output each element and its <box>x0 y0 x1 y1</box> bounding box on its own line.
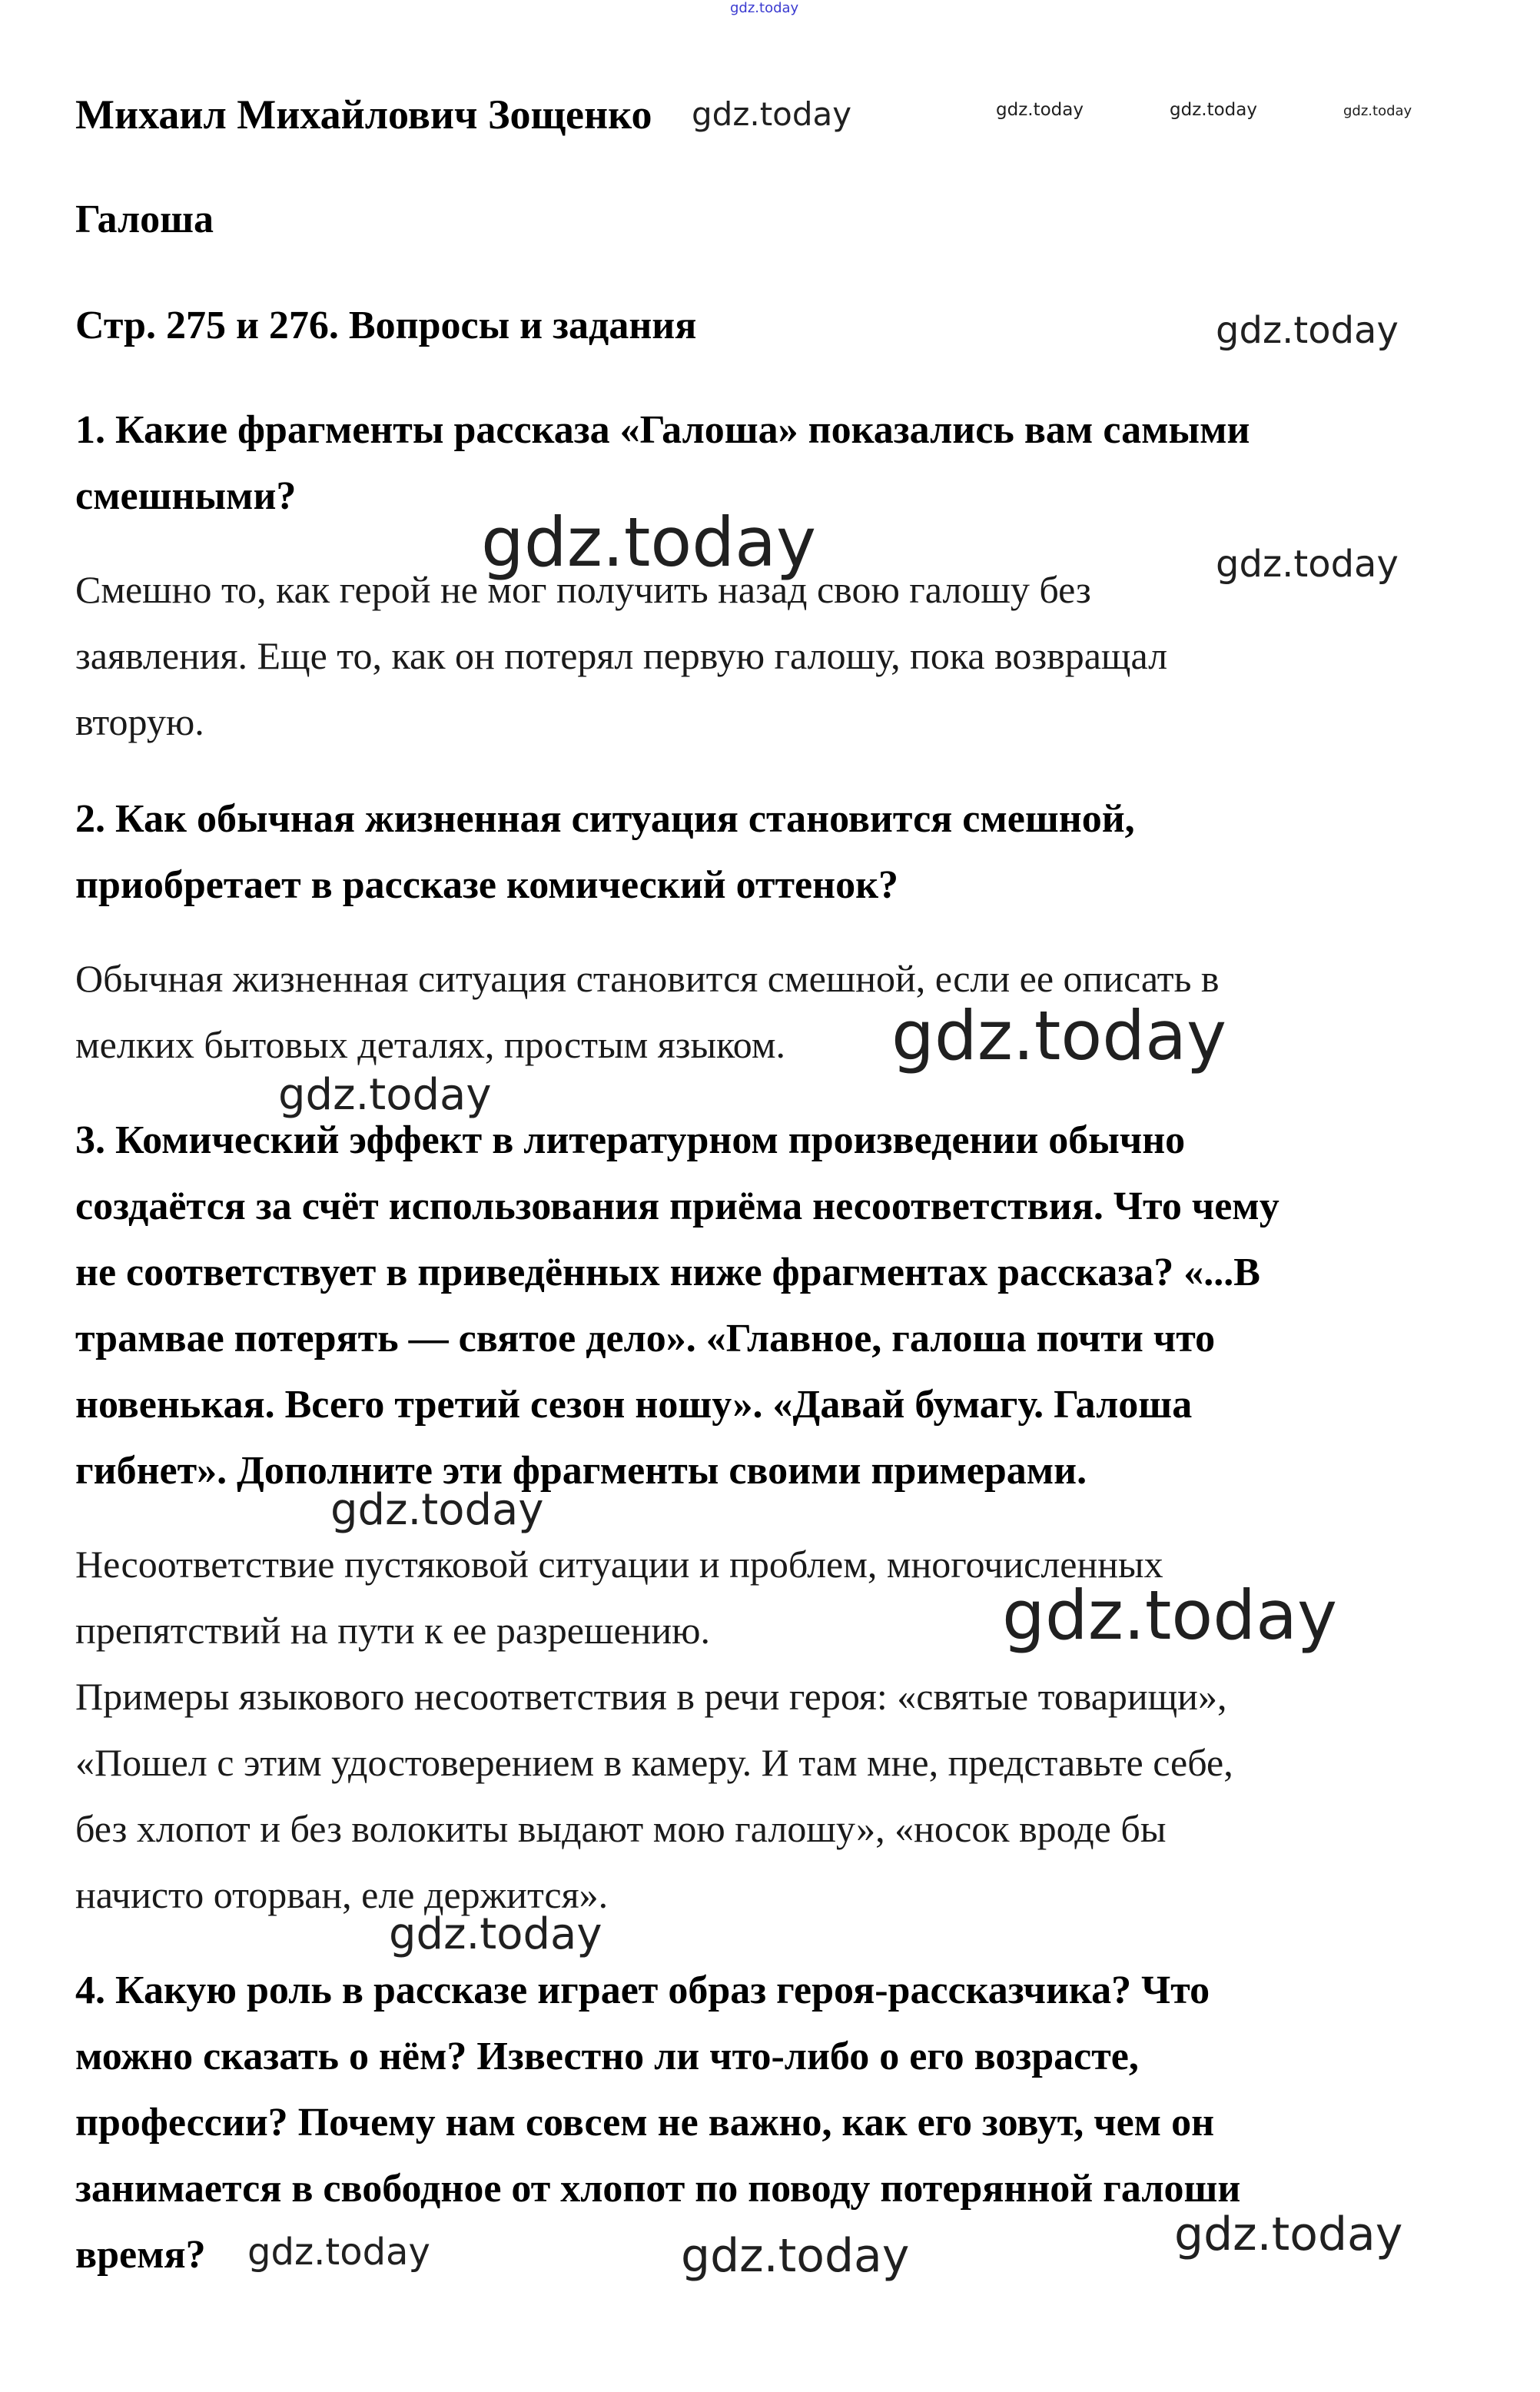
watermark: gdz.today <box>247 2231 430 2274</box>
answer-3-line-6: начисто оторван, еле держится». <box>75 1873 609 1916</box>
question-3-line-3: не соответствует в приведённых ниже фрагментах рассказа? «...В <box>75 1251 1260 1294</box>
question-3-line-5: новенькая. Всего третий сезон ношу». «Давай бумагу. Галоша <box>75 1383 1193 1427</box>
answer-3-line-2: препятствий на пути к ее разрешению. <box>75 1609 711 1652</box>
watermark: gdz.today <box>996 100 1084 120</box>
answer-3-line-5: без хлопот и без волокиты выдают мою галошу», «носок вроде бы <box>75 1807 1167 1850</box>
watermark: gdz.today <box>1343 103 1412 119</box>
watermark: gdz.today <box>692 95 852 133</box>
question-4-line-3: профессии? Почему нам совсем не важно, как его зовут, чем он <box>75 2101 1215 2144</box>
answer-2-line-2: мелких бытовых деталях, простым языком. <box>75 1023 785 1066</box>
section-heading: Стр. 275 и 276. Вопросы и задания <box>75 304 697 347</box>
watermark: gdz.today <box>1170 100 1257 120</box>
question-4-line-2: можно сказать о нём? Известно ли что-либо о его возрасте, <box>75 2035 1139 2078</box>
question-3-line-2: создаётся за счёт использования приёма несоответствия. Что чему <box>75 1184 1279 1228</box>
question-1-line-2: смешными? <box>75 474 297 518</box>
answer-3-line-1: Несоответствие пустяковой ситуации и проблем, многочисленных <box>75 1543 1163 1586</box>
watermark: gdz.today <box>330 1485 544 1535</box>
question-2-line-1: 2. Как обычная жизненная ситуация становится смешной, <box>75 797 1135 841</box>
question-3-line-1: 3. Комический эффект в литературном произведении обычно <box>75 1118 1186 1162</box>
story-title: Галоша <box>75 198 214 241</box>
answer-3-line-3: Примеры языкового несоответствия в речи героя: «святые товарищи», <box>75 1675 1227 1718</box>
watermark: gdz.today <box>1174 2208 1403 2261</box>
answer-1-line-2: заявления. Еще то, как он потерял первую галошу, пока возвращал <box>75 634 1168 677</box>
watermark: gdz.today <box>278 1070 492 1120</box>
watermark: gdz.today <box>389 1909 602 1959</box>
question-4-line-4: занимается в свободное от хлопот по поводу потерянной галоши <box>75 2167 1241 2211</box>
question-4-line-5: время? <box>75 2233 206 2277</box>
answer-3-line-4: «Пошел с этим удостоверением в камеру. И там мне, представьте себе, <box>75 1741 1233 1784</box>
author-heading: Михаил Михайлович Зощенко <box>75 91 652 138</box>
watermark: gdz.today <box>1002 1576 1338 1655</box>
watermark: gdz.today <box>1216 543 1399 586</box>
watermark: gdz.today <box>730 0 799 16</box>
watermark: gdz.today <box>681 2229 910 2283</box>
answer-2-line-1: Обычная жизненная ситуация становится смешной, если ее описать в <box>75 957 1220 1000</box>
answer-1-line-1: Смешно то, как герой не мог получить назад свою галошу без <box>75 568 1091 611</box>
watermark: gdz.today <box>481 503 817 582</box>
question-1-line-1: 1. Какие фрагменты рассказа «Галоша» показались вам самыми <box>75 408 1250 452</box>
question-3-line-4: трамвае потерять — святое дело». «Главное, галоша почти что <box>75 1317 1216 1360</box>
watermark: gdz.today <box>891 996 1227 1075</box>
question-3-line-6: гибнет». Дополните эти фрагменты своими примерами. <box>75 1449 1087 1493</box>
watermark: gdz.today <box>1216 309 1399 352</box>
question-4-line-1: 4. Какую роль в рассказе играет образ героя-рассказчика? Что <box>75 1968 1210 2012</box>
answer-1-line-3: вторую. <box>75 700 204 743</box>
question-2-line-2: приобретает в рассказе комический оттенок? <box>75 863 899 907</box>
